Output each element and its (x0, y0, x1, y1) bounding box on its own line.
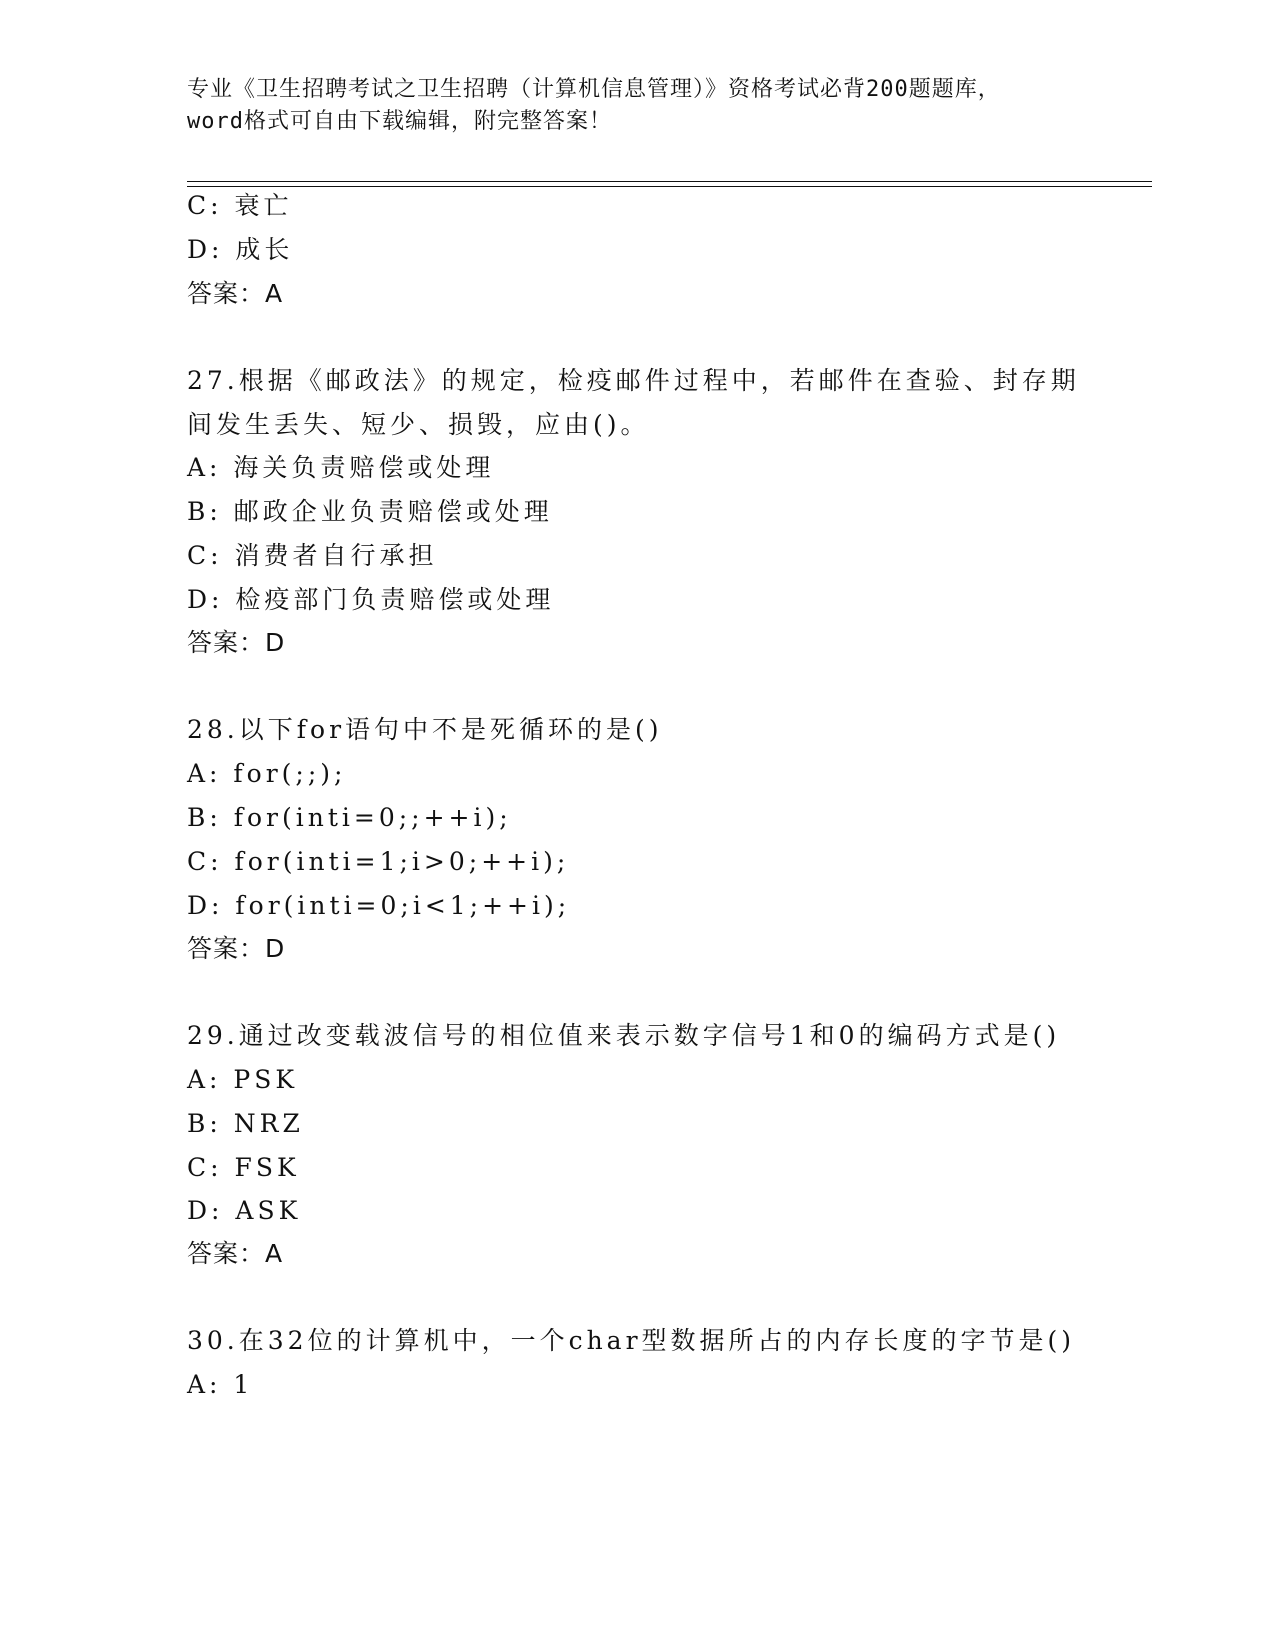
q30-option-a: A: 1 (187, 1370, 254, 1399)
header-divider-top (187, 181, 1152, 182)
q29-option-c: C: FSK (187, 1153, 300, 1182)
q29-option-a: A: PSK (187, 1065, 299, 1094)
q27-stem-line-1: 27.根据《邮政法》的规定，检疫邮件过程中，若邮件在查验、封存期 (187, 366, 1080, 395)
q28-option-d: D: for(inti=0;i<1;++i); (187, 891, 571, 920)
q29-answer: 答案：A (187, 1239, 284, 1268)
q28-option-a: A: for(;;); (187, 759, 347, 788)
q30-stem: 30.在32位的计算机中，一个char型数据所占的内存长度的字节是() (187, 1326, 1076, 1355)
q27-option-a: A: 海关负责赔偿或处理 (187, 453, 495, 482)
prev-option-c: C: 衰亡 (187, 191, 293, 220)
q27-stem-line-2: 间发生丢失、短少、损毁，应由()。 (187, 410, 650, 439)
header-divider-bottom (187, 186, 1152, 187)
q29-stem: 29.通过改变载波信号的相位值来表示数字信号1和0的编码方式是() (187, 1021, 1061, 1050)
q27-option-b: B: 邮政企业负责赔偿或处理 (187, 497, 553, 526)
q29-option-b: B: NRZ (187, 1109, 304, 1138)
q27-option-d: D: 检疫部门负责赔偿或处理 (187, 585, 555, 614)
prev-option-d: D: 成长 (187, 235, 294, 264)
q28-stem: 28.以下for语句中不是死循环的是() (187, 715, 663, 744)
header-title-line-1: 专业《卫生招聘考试之卫生招聘（计算机信息管理）》资格考试必背200题题库， (187, 77, 1001, 102)
q28-answer: 答案：D (187, 934, 286, 963)
header-title-line-2: word格式可自由下载编辑，附完整答案！ (187, 109, 612, 134)
prev-answer: 答案：A (187, 279, 284, 308)
q29-option-d: D: ASK (187, 1196, 302, 1225)
document-header (187, 74, 1087, 138)
q27-option-c: C: 消费者自行承担 (187, 541, 438, 570)
q28-option-b: B: for(inti=0;;++i); (187, 803, 512, 832)
q28-option-c: C: for(inti=1;i>0;++i); (187, 847, 570, 876)
q27-answer: 答案：D (187, 628, 286, 657)
